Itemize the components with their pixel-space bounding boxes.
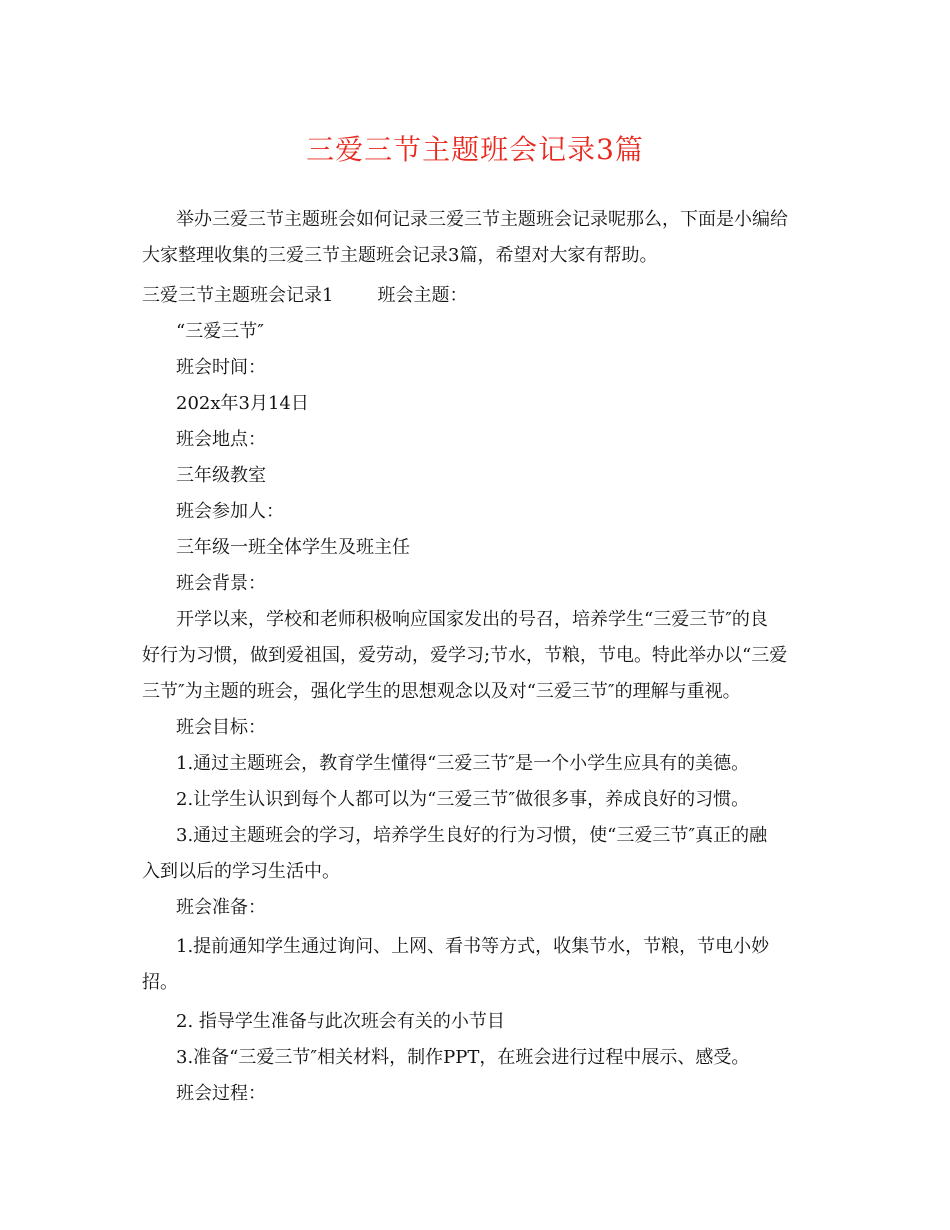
time-value: 202x年3月14日 — [176, 393, 309, 414]
theme-value: “三爱三节″ — [176, 321, 264, 342]
background-line-1: 开学以来，学校和老师积极响应国家发出的号召，培养学生“三爱三节″的良 — [176, 609, 768, 630]
participants-label: 班会参加人： — [176, 501, 284, 522]
background-line-3: 三节″为主题的班会，强化学生的思想观念以及对“三爱三节″的理解与重视。 — [142, 681, 741, 702]
goals-label: 班会目标： — [176, 717, 266, 738]
place-label: 班会地点： — [176, 429, 266, 450]
record-heading-row — [142, 284, 467, 308]
record-heading: 三爱三节主题班会记录1 — [142, 285, 334, 306]
process-label: 班会过程： — [176, 1083, 266, 1104]
participants-value: 三年级一班全体学生及班主任 — [176, 537, 410, 558]
background-line-2: 好行为习惯，做到爱祖国，爱劳动，爱学习;节水，节粮，节电。特此举办以“三爱 — [142, 645, 788, 666]
intro-line-2: 大家整理收集的三爱三节主题班会记录3篇，希望对大家有帮助。 — [142, 245, 658, 266]
goal-item-2: 2.让学生认识到每个人都可以为“三爱三节″做很多事，养成良好的习惯。 — [176, 789, 750, 810]
place-value: 三年级教室 — [176, 465, 266, 486]
prep-item-3: 3.准备“三爱三节″相关材料，制作PPT，在班会进行过程中展示、感受。 — [176, 1047, 750, 1068]
time-label: 班会时间： — [176, 357, 266, 378]
goal-item-3-line-1: 3.通过主题班会的学习，培养学生良好的行为习惯，使“三爱三节″真正的融 — [176, 825, 768, 846]
goal-item-1: 1.通过主题班会，教育学生懂得“三爱三节″是一个小学生应具有的美德。 — [176, 753, 750, 774]
document-title: 三爱三节主题班会记录3篇 — [306, 133, 644, 166]
theme-label: 班会主题： — [377, 285, 468, 306]
intro-line-1: 举办三爱三节主题班会如何记录三爱三节主题班会记录呢那么，下面是小编给 — [176, 209, 788, 230]
background-label: 班会背景： — [176, 573, 266, 594]
goal-item-3-line-2: 入到以后的学习生活中。 — [142, 861, 340, 882]
prep-label: 班会准备： — [176, 897, 266, 918]
prep-item-2: 2. 指导学生准备与此次班会有关的小节目 — [176, 1011, 505, 1032]
prep-item-1-line-1: 1.提前通知学生通过询问、上网、看书等方式，收集节水，节粮，节电小妙 — [176, 936, 770, 957]
prep-item-1-line-2: 招。 — [142, 972, 178, 993]
